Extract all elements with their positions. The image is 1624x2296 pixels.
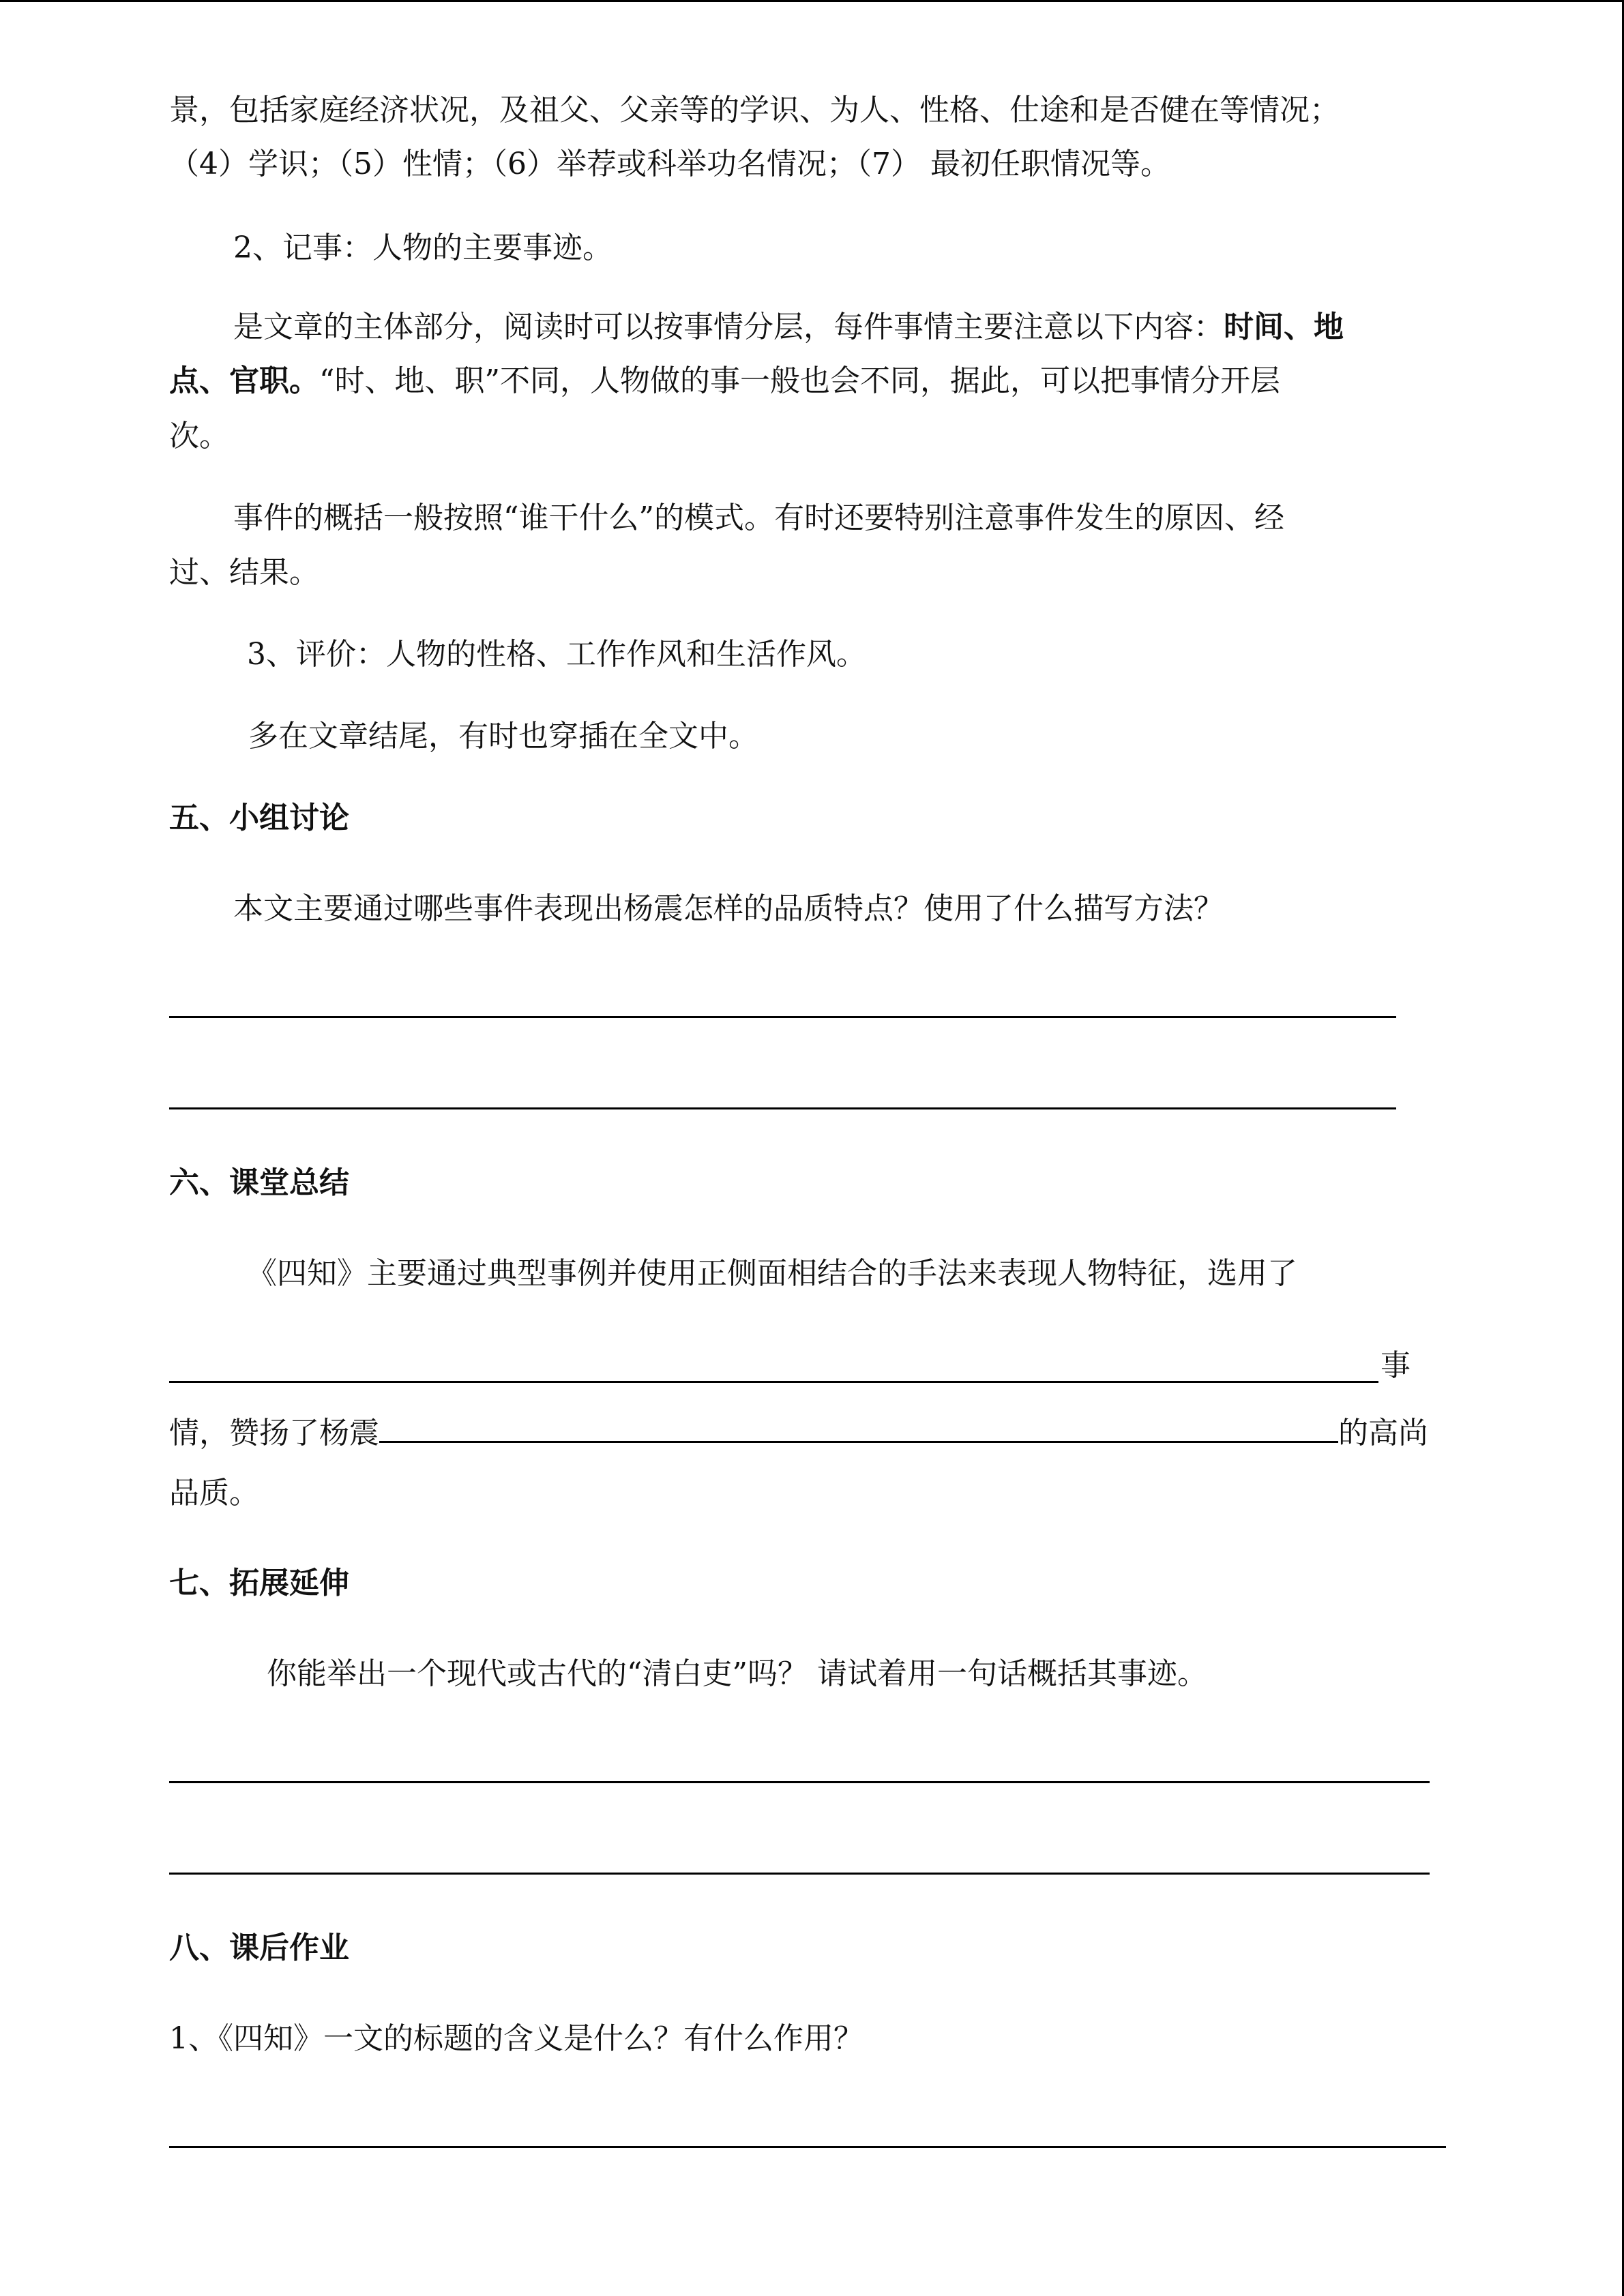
intro-line-1: 景，包括家庭经济状况，及祖父、父亲等的学识、为人、性格、仕途和是否健在等情况； [169,93,1340,128]
section-8-heading: 八、课后作业 [169,1930,349,1965]
intro-line-2: （4）学识；（5）性情；（6）举荐或科举功名情况；（7） 最初任职情况等。 [169,147,1170,181]
fill-in-blank-events[interactable] [169,1381,1378,1383]
answer-line[interactable] [169,1016,1396,1018]
evaluation-title: 3、评价：人物的性格、工作作风和生活作风。 [247,637,866,672]
evaluation-text: 多在文章结尾，有时也穿插在全文中。 [248,719,758,754]
section-6-summary-line-2 [169,1410,1428,1454]
fill-in-blank-quality[interactable] [379,1410,1338,1443]
record-paragraph-2-line-2: 过、结果。 [169,555,319,590]
section-7-question: 你能举出一个现代或古代的“清白吏”吗？ 请试着用一句话概括其事迹。 [267,1656,1207,1691]
section-6-text: 的高尚 [1338,1416,1428,1450]
answer-line[interactable] [169,2146,1446,2148]
record-paragraph-2-line-1: 事件的概括一般按照“谁干什么”的模式。有时还要特别注意事件发生的原因、经 [233,501,1284,535]
document-page [169,0,1458,2296]
section-5-heading: 五、小组讨论 [169,801,349,835]
record-title: 2、记事：人物的主要事迹。 [233,230,612,265]
section-6-summary-line-3: 品质。 [169,1476,259,1510]
section-6-summary-line-1: 《四知》主要通过典型事例并使用正侧面相结合的手法来表现人物特征，选用了 [247,1256,1297,1291]
section-6-text: 情，赞扬了杨震 [169,1416,379,1450]
record-paragraph-1-line-2 [169,361,1280,402]
homework-question-1: 1、《四知》一文的标题的含义是什么？有什么作用？ [169,2021,863,2056]
record-text: 是文章的主体部分，阅读时可以按事情分层，每件事情主要注意以下内容： [233,310,1224,344]
record-emphasis: 时间、地 [1224,310,1344,344]
section-7-heading: 七、拓展延伸 [169,1566,349,1600]
record-emphasis: 点、官职。 [169,363,319,398]
record-paragraph-1-line-1 [233,307,1344,348]
record-text: “时、地、职”不同，人物做的事一般也会不同，据此，可以把事情分开层 [319,363,1280,398]
answer-line[interactable] [169,1781,1430,1783]
section-6-heading: 六、课堂总结 [169,1165,349,1200]
section-6-tail: 事 [1381,1348,1411,1383]
answer-line[interactable] [169,1873,1430,1875]
answer-line[interactable] [169,1107,1396,1109]
section-5-question: 本文主要通过哪些事件表现出杨震怎样的品质特点？使用了什么描写方法？ [233,891,1224,926]
record-paragraph-1-line-3: 次。 [169,419,229,453]
